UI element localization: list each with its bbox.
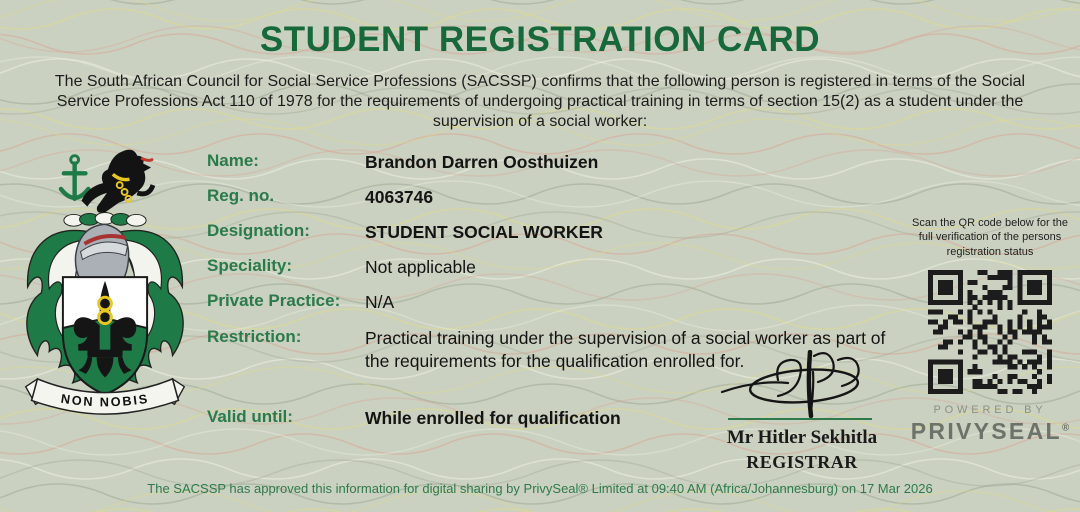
privyseal-wordmark: PRIVYSEAL [910, 417, 1062, 444]
field-row-designation [207, 221, 900, 244]
registrar-role: REGISTRAR [746, 452, 858, 472]
field-value-reg-no: 4063746 [365, 187, 434, 207]
field-row-private-practice [207, 291, 900, 314]
page-title: STUDENT REGISTRATION CARD [259, 20, 821, 59]
registrar-signature [716, 350, 886, 418]
registered-trademark-symbol: ® [1061, 422, 1070, 434]
privyseal-logo [900, 418, 1080, 445]
field-label-speciality: Speciality: [207, 256, 293, 275]
sacssp-coat-of-arms [12, 142, 198, 421]
field-value-restriction: Practical training under the supervision of a social worker as part of the requirements for the qualification enrolled for. [365, 328, 886, 371]
card-intro-text: The South African Council for Social Service Professions (SACSSP) confirms that the following person is registered in terms of the Social Service Professions Act 110 of 1978 for the requirements of undergoing practical training in terms of section 15(2) as a student under the supervision of a social worker: [54, 73, 1026, 131]
registrar-name: Mr Hitler Sekhitla [726, 427, 878, 448]
field-row-name [207, 151, 900, 174]
field-label-reg-no: Reg. no. [207, 186, 275, 205]
signature-line [728, 418, 872, 420]
motto-text: NON NOBIS [59, 390, 151, 410]
field-label-name: Name: [207, 151, 259, 170]
field-label-restriction: Restriction: [207, 327, 302, 346]
lion-crest [82, 150, 153, 213]
field-value-speciality: Not applicable [365, 257, 476, 277]
field-value-valid-until: While enrolled for qualification [365, 408, 621, 428]
field-label-valid-until: Valid until: [207, 407, 293, 426]
powered-by-label: POWERED BY [933, 403, 1047, 416]
field-row-speciality [207, 256, 900, 279]
field-label-private-practice: Private Practice: [207, 291, 341, 310]
field-row-reg-no [207, 186, 900, 209]
field-value-designation: STUDENT SOCIAL WORKER [365, 222, 603, 242]
field-value-name: Brandon Darren Oosthuizen [365, 152, 599, 172]
anchor-icon [61, 156, 88, 199]
approval-footer: The SACSSP has approved this information for digital sharing by PrivySeal® Limited at 09:40 AM (Africa/Johannesburg) on 17 Mar 2026 [147, 481, 933, 496]
qr-verification-block [900, 216, 1080, 445]
field-value-private-practice: N/A [365, 292, 395, 312]
field-label-designation: Designation: [207, 221, 310, 240]
qr-code [928, 270, 1052, 394]
qr-caption: Scan the QR code below for the full verification of the persons registration status [912, 217, 1068, 258]
